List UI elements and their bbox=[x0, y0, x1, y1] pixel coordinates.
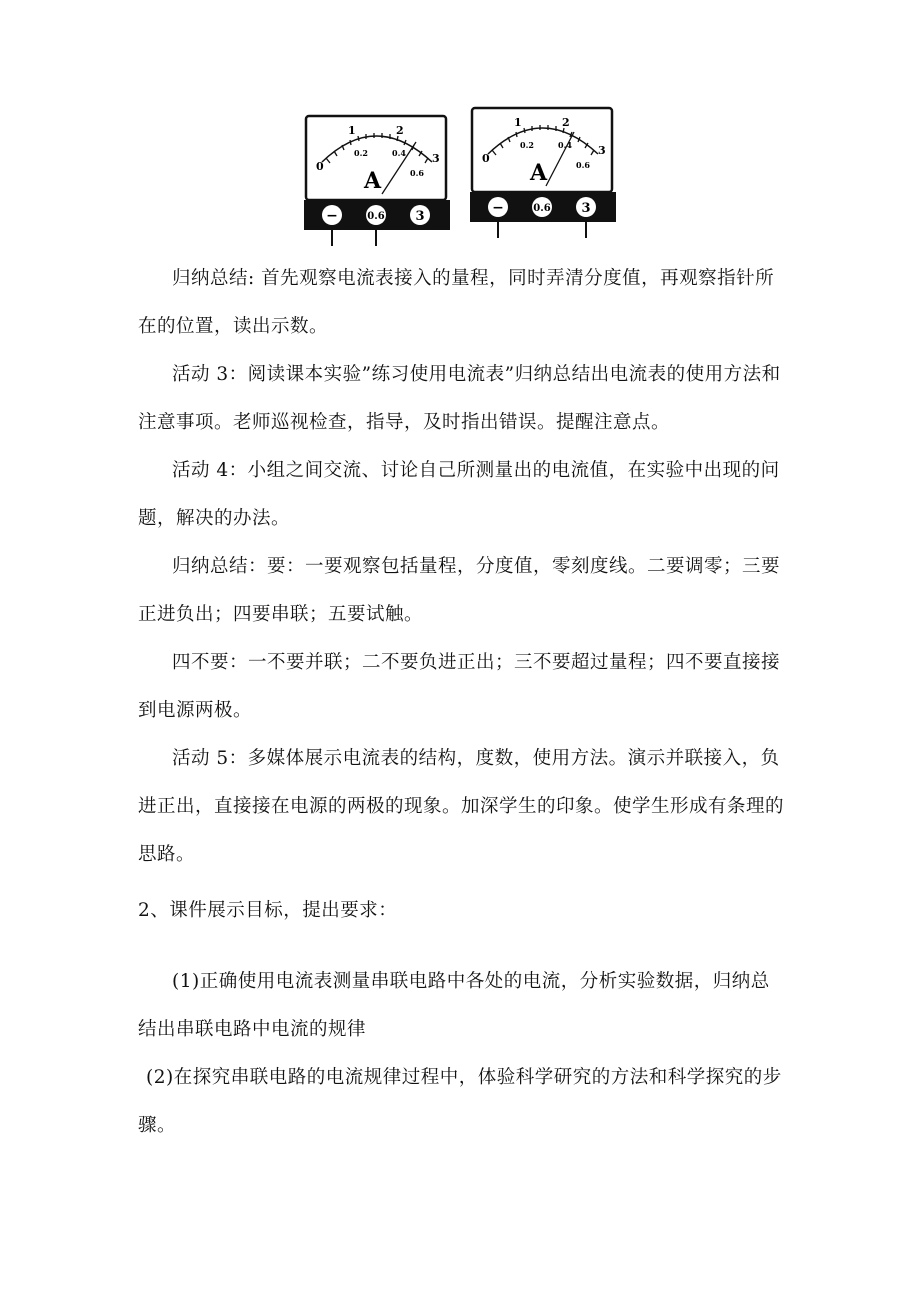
ammeter-1 bbox=[304, 114, 450, 246]
paragraph-goal-2: (2)在探究串联电路的电流规律过程中，体验科学研究的方法和科学探究的步骤。 bbox=[138, 1067, 782, 1136]
scale-label-major: 0.6 bbox=[410, 168, 424, 178]
scale-label-mid: 0.4 bbox=[392, 148, 406, 158]
scale-label-0: 0 bbox=[316, 160, 324, 173]
terminal-minus: − bbox=[492, 200, 504, 216]
scale-label-3: 3 bbox=[432, 152, 440, 165]
scale-label-major: 0.6 bbox=[576, 160, 590, 170]
scale-label-2: 2 bbox=[562, 116, 570, 129]
paragraph-activity-5: 活动 5：多媒体展示电流表的结构，度数，使用方法。演示并联接入，负进正出，直接接在电源的两极的现象。加深学生的印象。使学生形成有条理的思路。 bbox=[138, 748, 785, 865]
ammeter-1-drawing bbox=[304, 114, 450, 246]
unit-label: A bbox=[530, 160, 548, 186]
paragraph-goal-1: (1)正确使用电流表测量串联电路中各处的电流，分析实验数据，归纳总结出串联电路中电流的规律 bbox=[138, 971, 770, 1040]
scale-label-mid: 0.4 bbox=[558, 140, 572, 150]
scale-label-1: 1 bbox=[348, 124, 356, 137]
paragraph-goals-heading: 2、课件展示目标，提出要求： bbox=[138, 900, 398, 921]
paragraph-summary-dos: 归纳总结：要：一要观察包括量程，分度值，零刻度线。二要调零；三要正进负出；四要串联；五要试触。 bbox=[138, 556, 781, 625]
terminal-3: 3 bbox=[415, 209, 425, 224]
unit-label: A bbox=[364, 168, 382, 194]
ammeter-2-drawing bbox=[470, 106, 616, 238]
paragraph-summary-reading: 归纳总结: 首先观察电流表接入的量程，同时弄清分度值，再观察指针所在的位置，读出示数。 bbox=[138, 268, 775, 337]
paragraph-activity-3: 活动 3：阅读课本实验”练习使用电流表”归纳总结出电流表的使用方法和注意事项。老师巡视检查，指导，及时指出错误。提醒注意点。 bbox=[138, 364, 781, 433]
ammeter-figure bbox=[300, 104, 620, 246]
scale-label-1: 1 bbox=[514, 116, 522, 129]
scale-label-2: 2 bbox=[396, 124, 404, 137]
paragraph-four-donts: 四不要：一不要并联；二不要负进正出；三不要超过量程；四不要直接接到电源两极。 bbox=[138, 652, 781, 721]
scale-label-3: 3 bbox=[598, 144, 606, 157]
ammeter-2 bbox=[470, 106, 616, 238]
scale-label-minor: 0.2 bbox=[354, 148, 368, 158]
scale-label-0: 0 bbox=[482, 152, 490, 165]
scale-label-minor: 0.2 bbox=[520, 140, 534, 150]
terminal-3: 3 bbox=[581, 201, 591, 216]
terminal-0-6: 0.6 bbox=[533, 203, 551, 214]
terminal-minus: − bbox=[326, 208, 338, 224]
paragraph-activity-4: 活动 4：小组之间交流、讨论自己所测量出的电流值，在实验中出现的问题，解决的办法。 bbox=[138, 460, 780, 529]
terminal-0-6: 0.6 bbox=[367, 211, 385, 222]
